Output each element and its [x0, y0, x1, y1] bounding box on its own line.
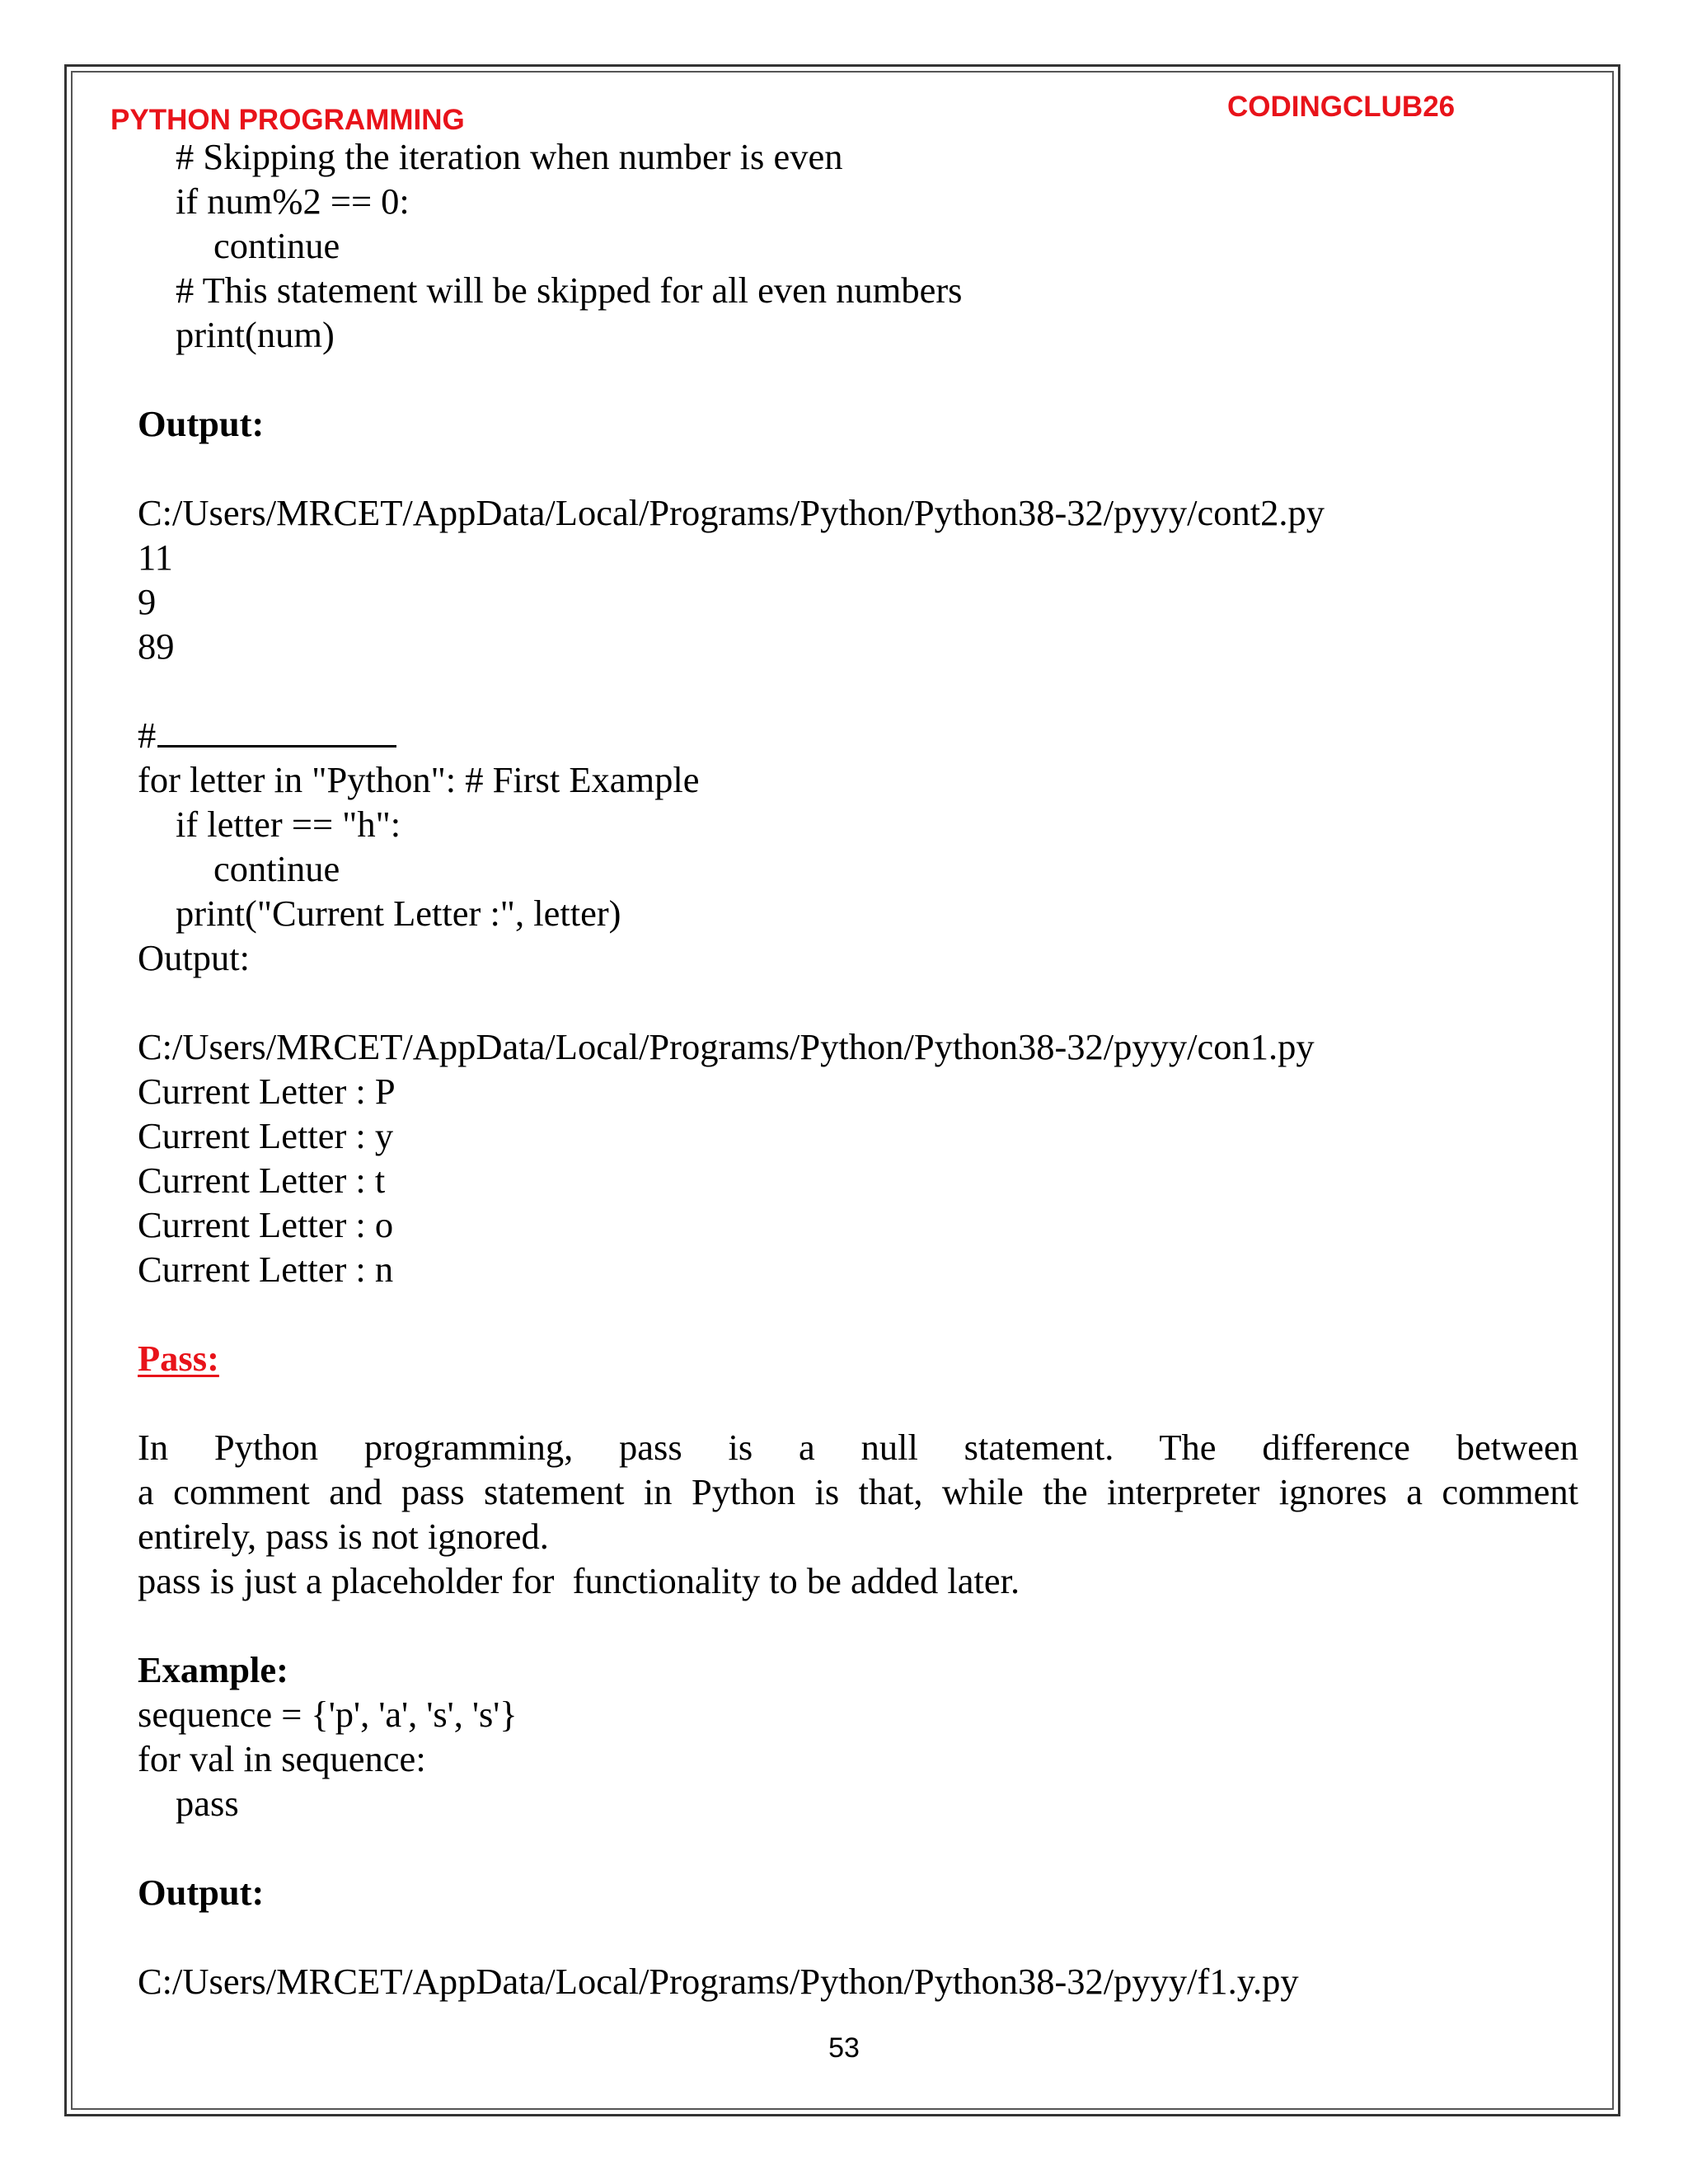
code-pass: pass — [176, 1783, 239, 1824]
output-label-3: Output: — [138, 1872, 265, 1913]
code-for-val: for val in sequence: — [138, 1738, 426, 1779]
pass-paragraph-line: In Python programming, pass is a null statement. The difference between — [138, 1427, 1578, 1468]
pass-placeholder-line: pass is just a placeholder for functionality to be added later. — [138, 1560, 1020, 1601]
output-letter-line: Current Letter : P — [138, 1071, 396, 1112]
output-letter-line: Current Letter : o — [138, 1204, 394, 1245]
output-path-3: C:/Users/MRCET/AppData/Local/Programs/Python/Python38-32/pyyy/f1.y.py — [138, 1961, 1299, 2002]
output-path-1: C:/Users/MRCET/AppData/Local/Programs/Python/Python38-32/pyyy/cont2.py — [138, 492, 1325, 533]
code-comment-skipped: # This statement will be skipped for all even numbers — [176, 269, 963, 311]
code-hash-blank — [138, 713, 1578, 757]
page-number: 53 — [828, 2032, 860, 2064]
output-value: 11 — [138, 537, 173, 578]
output-label-1: Output: — [138, 403, 265, 444]
output-value: 9 — [138, 581, 157, 622]
pass-paragraph-line: entirely, pass is not ignored. — [138, 1516, 549, 1557]
output-path-2: C:/Users/MRCET/AppData/Local/Programs/Python/Python38-32/pyyy/con1.py — [138, 1026, 1315, 1067]
output-letter-line: Current Letter : y — [138, 1115, 394, 1156]
code-if-letter: if letter == "h": — [176, 804, 401, 845]
page-content — [138, 134, 1578, 2004]
output-label-2: Output: — [138, 937, 250, 978]
code-for-letter: for letter in "Python": # First Example — [138, 759, 700, 800]
code-print-num: print(num) — [176, 314, 335, 355]
header-left-title: PYTHON PROGRAMMING — [110, 104, 465, 136]
output-letter-line: Current Letter : n — [138, 1249, 394, 1290]
blank-underline — [157, 745, 396, 748]
header-right-title: CODINGCLUB26 — [1227, 91, 1456, 123]
code-comment-skip: # Skipping the iteration when number is even — [176, 136, 843, 177]
example-label: Example: — [138, 1649, 288, 1690]
pass-heading: Pass: — [138, 1338, 219, 1379]
pass-paragraph-line: a comment and pass statement in Python is that, while the interpreter ignores a comment — [138, 1471, 1578, 1512]
pass-heading-row — [138, 1336, 1578, 1380]
code-sequence: sequence = {'p', 'a', 's', 's'} — [138, 1694, 518, 1735]
hash-symbol: # — [138, 715, 157, 756]
output-letter-line: Current Letter : t — [138, 1160, 386, 1201]
code-print-letter: print("Current Letter :", letter) — [176, 893, 621, 934]
code-continue: continue — [213, 848, 340, 889]
output-value: 89 — [138, 626, 175, 667]
code-continue: continue — [213, 225, 340, 266]
code-if-even: if num%2 == 0: — [176, 180, 410, 222]
